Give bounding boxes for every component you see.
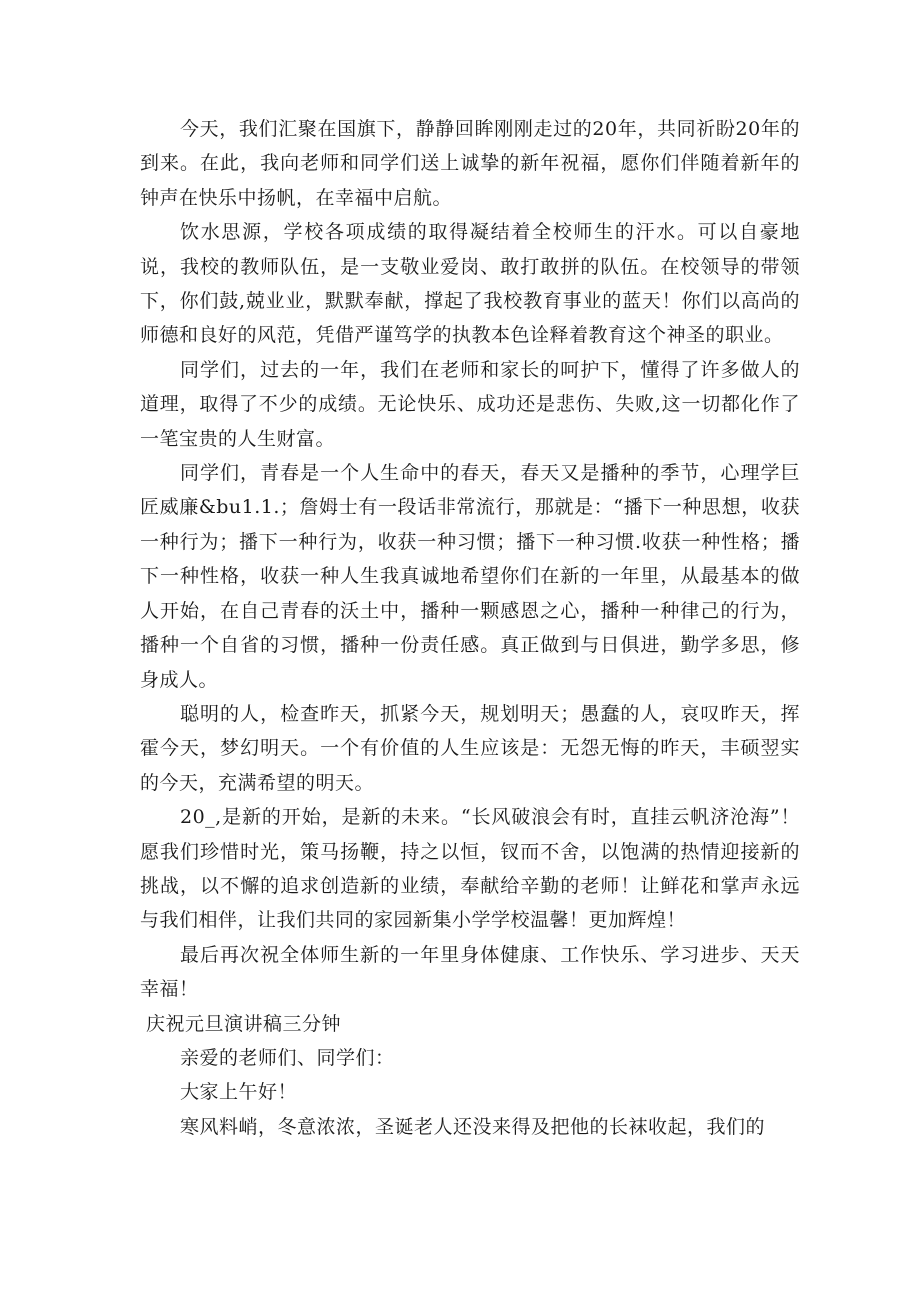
paragraph-5: 聪明的人，检查昨天，抓紧今天，规划明天；愚蠢的人，哀叹昨天，挥霍今天，梦幻明天。一个有价值的人生应该是：无怨无悔的昨天，丰硕翌实的今天，充满希望的明天。 xyxy=(140,702,800,794)
document-body xyxy=(140,112,800,1144)
paragraph-6: 20_,是新的开始，是新的未来。“长风破浪会有时，直挂云帆济沧海”！愿我们珍惜时光，策马扬鞭，持之以恒，钗而不舍，以饱满的热情迎接新的挑战，以不懈的追求创造新的业绩，奉献给辛勤的老师！让鲜花和掌声永远与我们相伴，让我们共同的家园新集小学学校温馨！更加辉煌！ xyxy=(140,806,800,932)
paragraph-2: 饮水思源，学校各项成绩的取得凝结着全校师生的汗水。可以自豪地说，我校的教师队伍，是一支敬业爱岗、敢打敢拼的队伍。在校领导的带领下，你们鼓,兢业业，默默奉献，撑起了我校教育事业的蓝天！你们以高尚的师德和良好的风范，凭借严谨笃学的执教本色诠释着教育这个神圣的职业。 xyxy=(140,221,800,347)
paragraph-7: 最后再次祝全体师生新的一年里身体健康、工作快乐、学习进步、天天幸福！ xyxy=(140,943,800,1001)
paragraph-1: 今天，我们汇聚在国旗下，静静回眸刚刚走过的20年，共同祈盼20年的到来。在此，我向老师和同学们送上诚挚的新年祝福，愿你们伴随着新年的钟声在快乐中扬帆，在幸福中启航。 xyxy=(140,118,800,209)
paragraph-8: 寒风料峭，冬意浓浓，圣诞老人还没来得及把他的长袜收起，我们的 xyxy=(180,1115,766,1138)
greeting: 大家上午好！ xyxy=(180,1081,298,1104)
section-heading: 庆祝元旦演讲稿三分钟 xyxy=(146,1012,342,1035)
salutation: 亲爱的老师们、同学们： xyxy=(180,1046,395,1069)
paragraph-3: 同学们，过去的一年，我们在老师和家长的呵护下，懂得了许多做人的道理，取得了不少的成绩。无论快乐、成功还是悲伤、失败,这一切都化作了一笔宝贵的人生财富。 xyxy=(140,358,800,450)
paragraph-4: 同学们，青春是一个人生命中的春天，春天又是播种的季节，心理学巨匠威廉&bu1.1.；詹姆士有一段话非常流行，那就是：“播下一种思想，收获一种行为；播下一种行为，收获一种习惯；播下一种习惯.收获一种性格；播下一种性格，收获一种人生我真诚地希望你们在新的一年里，从最基本的做人开始，在自己青春的沃土中，播种一颗感恩之心，播种一种律己的行为，播种一个自省的习惯，播种一份责任感。真正做到与日俱进，勤学多思，修身成人。 xyxy=(140,462,800,691)
